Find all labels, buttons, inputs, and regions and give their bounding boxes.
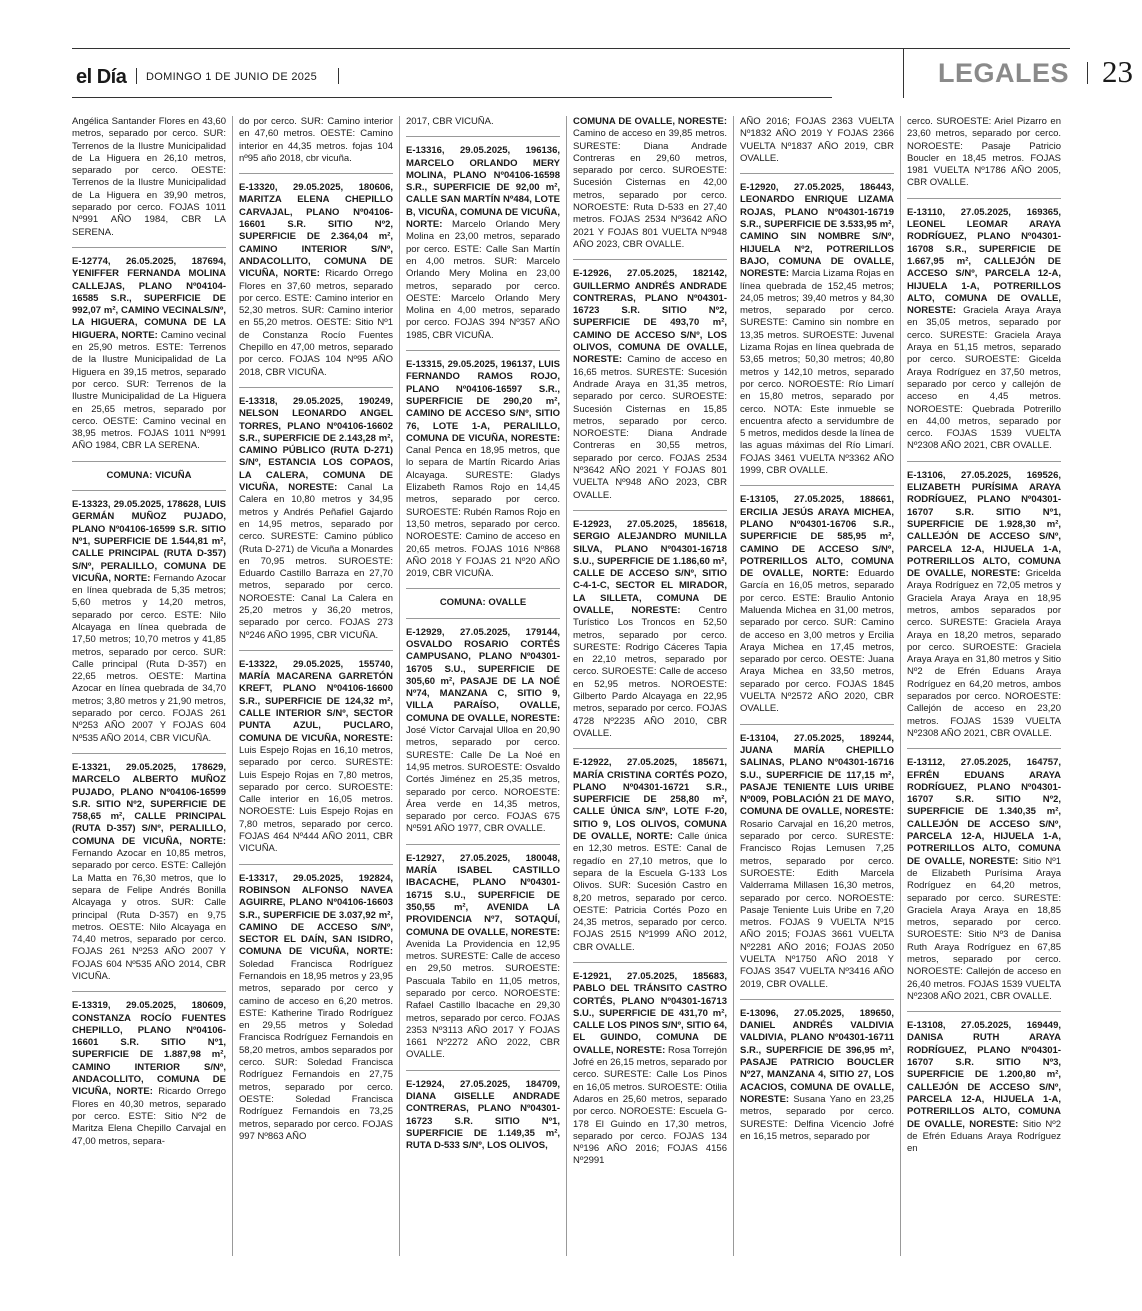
- legal-notice: [907, 470, 1061, 741]
- notice-body: Fernando Azocar en 10,85 metros, separado por cerco. ESTE: Callejón La Matta en 76,30 metros, que lo separa de Felipe Andrés Bonilla Alcayaga y otros. SUR: Calle principal (Ruta D-357) en 9,75 metros. OESTE: Nilo Alcayaga en 74,40 metros, separado por cerco. FOJAS 261 Nº253 AÑO 2007 Y FOJAS 604 Nº535 AÑO 2014, CBR VICUÑA.: [72, 848, 226, 982]
- notice-separator: [239, 173, 393, 174]
- column-rule: [399, 116, 400, 1256]
- notice-body: Marcia Lizama Rojas en línea quebrada de 152,45 metros; 24,05 metros; 39,40 metros y 84,30 metros, separado por cerco. SURESTE: Camino sin nombre en 13,35 metros. SUROESTE: Juvenal Lizama Rojas en línea quebrada de 53,65 metros; 50,30 metros; 40,80 metros y 142,10 metros, separado por cerco. NOROESTE: Río Limarí en 15,80 metros, separado por cerco. NOTA: Este inmueble se encuentra afecto a servidumbre de 5 metros, medidos desde la línea de las aguas máximas del Río Limarí. FOJAS 3461 VUELTA Nº3362 AÑO 1999, CBR OVALLE.: [740, 268, 894, 477]
- notice-body: Sitio Nº1 de Elizabeth Purísima Araya Rodríguez en 64,20 metros, separado por cerco. SURESTE: Graciela Araya Araya en 18,85 metros, separado por cerco. SUROESTE: Sitio Nº3 de Danisa Ruth Araya Rodríguez en 67,85 metros, separado por cerco. NOROESTE: Callejón de acceso en 26,40 metros. FOJAS 1539 VUELTA Nº2308 AÑO 2021, CBR OVALLE.: [907, 855, 1061, 1002]
- legal-notice: [907, 207, 1061, 453]
- notice-separator: [740, 173, 894, 174]
- notice-body: Gricelda Araya Rodríguez en 72,05 metros y Graciela Araya Araya en 18,95 metros, ambos separados por cerco. SURESTE: Graciela Araya Araya en 18,20 metros, separado por cerco. SUROESTE: Graciela Araya Araya en 31,80 metros y Sitio Nº2 de Efrén Eduans Araya Rodríguez en 64,20 metros, ambos separados por cerco. NOROESTE: Callejón de acceso en 23,20 metros. FOJAS 1539 VUELTA Nº2308 AÑO 2021, CBR OVALLE.: [907, 568, 1061, 739]
- legal-notice: [72, 116, 226, 239]
- notice-body: Avenida La Providencia en 12,95 metros. SURESTE: Calle de acceso en 29,50 metros. SUROESTE: Pascuala Tabilo en 11,05 metros, separado por cerco. NOROESTE: Rafael Castillo Ibacache en 29,30 metros, separado por cerco. FOJAS 2353 Nº3113 AÑO 2017 Y FOJAS 1661 Nº2272 AÑO 2022, CBR OVALLE.: [406, 938, 560, 1061]
- legal-notice: [406, 627, 560, 836]
- header-divider: [136, 68, 137, 84]
- legal-notice: [406, 359, 560, 580]
- notice-body: Camino de acceso en 39,85 metros. SURESTE: Diana Andrade Contreras en 29,60 metros, separado por cerco. SUROESTE: Sucesión Cisternas en 42,00 metros, separado por cerco. NOROESTE: Ruta D-533 en 27,40 metros. FOJAS 2534 Nº3642 AÑO 2021 Y FOJAS 801 VUELTA Nº948 AÑO 2023, CBR OVALLE.: [573, 128, 727, 250]
- legal-notice: [72, 499, 226, 745]
- notice-body: Marcelo Orlando Mery Molina en 23,00 metros, separado por cerco. ESTE: Calle San Martín en 4,00 metros. SUR: Marcelo Orlando Mery Molina en 23,00 metros, separado por cerco. OESTE: Marcelo Orlando Mery Molina en 4,00 metros, separado por cerco. FOJAS 394 Nº357 AÑO 1985, CBR VICUÑA.: [406, 219, 560, 341]
- notice-heading: E-12926, 27.05.2025, 182142, GUILLERMO ANDRÉS ANDRADE CONTRERAS, PLANO Nº04301-16723 S.R. SITIO Nº2, SUPERFICIE DE 493,70 m², CAMINO DE ACCESO S/Nº, LOS OLIVOS, COMUNA DE OVALLE, NORESTE:: [573, 268, 727, 366]
- legal-notices-columns: [72, 116, 1070, 1256]
- legal-notice: [907, 1020, 1061, 1155]
- notice-body: Soledad Francisca Rodríguez Fernandois en 18,95 metros y 23,95 metros, separado por cerco y camino de acceso en 6,20 metros. ESTE: Katherine Tirado Rodríguez en 29,55 metros y Soledad Francisca Rodríguez Fernandois en 58,20 metros, ambos separados por cerco. SUR: Soledad Francisca Rodríguez Fernandois en 27,75 metros, separado por cerco. OESTE: Soledad Francisca Rodríguez Fernandois en 73,25 metros, separado por cerco. FOJAS 997 Nº863 AÑO: [239, 958, 393, 1142]
- notice-heading: E-13108, 27.05.2025, 169449, DANISA RUTH ARAYA RODRÍGUEZ, PLANO Nº04301-16707 S.R. SITIO Nº3, SUPERFICIE DE 1.200,80 m², CALLEJÓN DE ACCESO S/Nº, PARCELA 12-A, HIJUELA 1-A, POTRERILLOS ALTO, COMUNA DE OVALLE, NORESTE:: [907, 1020, 1061, 1130]
- notice-body: Rosario Carvajal en 16,20 metros, separado por cerco. SURESTE: Francisco Rojas Lemusen 7,25 metros, separado por cerco. SUROESTE: Edith Marcela Valderrama Millasen 16,30 metros, separado por cerco. NOROESTE: Pasaje Teniente Luis Uribe en 7,20 metros. FOJAS 9 VUELTA Nº15 AÑO 2015; FOJAS 3661 VUELTA Nº2281 AÑO 2016; FOJAS 2050 VUELTA Nº1750 AÑO 2018 Y FOJAS 3547 VUELTA Nº3416 AÑO 2019, CBR OVALLE.: [740, 818, 894, 990]
- notice-separator: [239, 387, 393, 388]
- legal-notice: [573, 519, 727, 740]
- legal-notice: [239, 873, 393, 1144]
- column-rule: [566, 116, 567, 1256]
- legal-notice: [406, 116, 560, 128]
- notice-body: Rosa Torrejón Jofré en 26,15 metros, separado por cerco. SURESTE: Calle Los Pinos en 16,05 metros. SUROESTE: Otilia Adaros en 25,60 metros, separado por cerco. NOROESTE: Escuela G-178 El Guindo en 17,30 metros, separado por cerco. FOJAS 134 Nº196 AÑO 2016; FOJAS 4156 Nº2991: [573, 1044, 727, 1167]
- legal-notice: [239, 396, 393, 642]
- legal-notice: [740, 494, 894, 715]
- notice-body: Fernando Azocar en línea quebrada de 5,35 metros; 5,60 metros y 14,20 metros, separado por cerco. ESTE: Nilo Alcayaga en línea quebrada de 17,50 metros; 10,70 metros y 41,85 metros, separado por cerco. SUR: Calle principal (Ruta D-357) en 22,65 metros. OESTE: Martina Azocar en línea quebrada de 34,70 metros; 3,80 metros y 21,90 metros, separado por cerco. FOJAS 261 Nº253 AÑO 2007 Y FOJAS 604 Nº535 AÑO 2014, CBR VICUÑA.: [72, 572, 226, 744]
- notice-heading: E-12923, 27.05.2025, 185618, SERGIO ALEJANDRO MUNILLA SILVA, PLANO Nº04301-16718 S.U., SUPERFICIE DE 1.186,60 m², CALLE DE ACCESO S/Nº, SITIO C-4-1-C, SECTOR EL MIRADOR, LA SILLETA, COMUNA DE OVALLE, NORESTE:: [573, 518, 727, 616]
- newspaper-logo: el Día: [76, 66, 127, 88]
- legal-notice: [72, 762, 226, 983]
- notice-separator: [573, 962, 727, 963]
- legal-notice: [907, 757, 1061, 1003]
- notice-separator: [907, 198, 1061, 199]
- notice-heading: E-13096, 27.05.2025, 189650, DANIEL ANDRÉS VALDIVIA VALDIVIA, PLANO Nº04301-16711 S.R., SUPERFICIE DE 396,95 m², PASAJE PATRICIO BOUCLER Nº27, MANZANA 4, SITIO 27, LOS ACACIOS, COMUNA DE OVALLE, NORESTE:: [740, 1007, 894, 1105]
- notice-separator: [740, 999, 894, 1000]
- legal-notice: [573, 757, 727, 954]
- notice-separator: [72, 753, 226, 754]
- header-section-divider: [903, 48, 904, 98]
- notice-body: do por cerco. SUR: Camino interior en 47,60 metros. OESTE: Camino interior en 44,35 metros. fojas 104 nº95 año 2018, cbr vicuña.: [239, 116, 393, 164]
- notice-body: Calle única en 12,30 metros. ESTE: Canal de regadío en 27,10 metros, que lo separa de la Escuela G-133 Los Olivos. SUR: Sucesión Castro en 8,20 metros, separado por cerco. OESTE: Patricia Cortés Pozo en 24,35 metros, separado por cerco. FOJAS 2515 Nº1999 AÑO 2012, CBR OVALLE.: [573, 831, 727, 953]
- notice-heading: E-13316, 29.05.2025, 196136, MARCELO ORLANDO MERY MOLINA, PLANO Nº04106-16598 S.R., SUPERFICIE DE 92,00 m², CALLE SAN MARTÍN Nº484, LOTE B, VICUÑA, COMUNA DE VICUÑA, NORTE:: [406, 145, 560, 231]
- notice-body: Ricardo Orrego Flores en 37,60 metros, separado por cerco. ESTE: Camino interior en 52,30 metros. SUR: Camino interior en 55,20 metros. OESTE: Sitio Nº1 de Constanza Rocío Fuentes Chepillo en 47,00 metros, separado por cerco. FOJAS 104 Nº95 AÑO 2018, CBR VICUÑA.: [239, 268, 393, 378]
- notice-heading: E-12924, 27.05.2025, 184709, DIANA GISELLE ANDRADE CONTRERAS, PLANO Nº04301-16723 S.R. SITIO Nº1, SUPERFICIE DE 1.149,35 m², RUTA D-533 S/Nº, LOS OLIVOS,: [406, 1078, 560, 1152]
- notice-body: Ricardo Orrego Flores en 40,30 metros, separado por cerco. ESTE: Sitio Nº2 de Maritza Elena Chepillo Carvajal en 47,00 metros, separa-: [72, 1086, 226, 1147]
- notice-separator: [907, 1011, 1061, 1012]
- notice-heading: E-13318, 29.05.2025, 190249, NELSON LEONARDO ANGEL TORRES, PLANO Nº04106-16602 S.R., SUPERFICIE DE 2.143,28 m², CAMINO PÚBLICO (RUTA D-271) S/Nº, ESTANCIA LOS COPAOS, LA CALERA, COMUNA DE VICUÑA, NORESTE:: [239, 395, 393, 494]
- notice-body: Camino de acceso en 16,65 metros. SURESTE: Sucesión Andrade Araya en 31,35 metros, separado por cerco. SUROESTE: Sucesión Cisternas en 15,85 metros, separado por cerco. NOROESTE: Diana Andrade Contreras en 30,55 metros, separado por cerco. FOJAS 2534 Nº3642 AÑO 2021 Y FOJAS 801 VUELTA Nº948 AÑO 2023, CBR OVALLE.: [573, 354, 727, 501]
- notice-separator: [573, 748, 727, 749]
- legal-notice: [573, 116, 727, 251]
- comuna-heading: COMUNA: VICUÑA: [106, 469, 192, 481]
- legal-notice: [72, 1000, 226, 1148]
- header-divider: [1087, 62, 1088, 84]
- notice-body: Canal La Calera en 10,80 metros y 34,95 metros y Andrés Peñafiel Gajardo en 14,95 metros, separado por cerco. SURESTE: Camino público (Ruta D-271) de Vicuña a Monardes en 70,95 metros. SUROESTE: Eduardo Castillo Barraza en 27,70 metros, separado por cerco. NOROESTE: Canal La Calera en 25,20 metros y 36,20 metros, separado por cerco. FOJAS 273 Nº246 AÑO 1995, CBR VICUÑA.: [239, 482, 393, 641]
- notice-body: Angélica Santander Flores en 43,60 metros, separado por cerco. SUR: Terrenos de la Ilustre Municipalidad de La Higuera en 26,10 metros, separado por cerco. OESTE: Terrenos de la Ilustre Municipalidad de La Higuera en 39,90 metros, separado por cerco. FOJAS 1011 Nº991 AÑO 1984, CBR LA SERENA.: [72, 116, 226, 238]
- notice-body: Graciela Araya Araya en 35,05 metros, separado por cerco. SURESTE: Graciela Araya Araya en 51,15 metros, separado por cerco. SUROESTE: Gicelda Araya Rodríguez en 37,50 metros, separado por cerco y callejón de acceso en 4,45 metros. NOROESTE: Quebrada Potrerillo en 44,00 metros, separado por cerco. FOJAS 1539 VUELTA Nº2308 AÑO 2021, CBR OVALLE.: [907, 305, 1061, 452]
- legal-notice: [72, 256, 226, 453]
- notice-heading: E-12929, 27.05.2025, 179144, OSVALDO ROSARIO CORTÉS CAMPUSANO, PLANO Nº04301-16705 S.U., SUPERFICIE DE 305,60 m², PASAJE DE LA NOÉ Nº74, MANZANA C, SITIO 9, VILLA PARAÍSO, OVALLE, COMUNA DE OVALLE, NORESTE:: [406, 626, 560, 724]
- legal-notice: [239, 116, 393, 165]
- notice-separator: [406, 844, 560, 845]
- notice-separator: [239, 650, 393, 651]
- issue-date: DOMINGO 1 DE JUNIO DE 2025: [146, 71, 318, 83]
- legal-notice: [573, 971, 727, 1168]
- notice-separator: [406, 588, 560, 589]
- notice-heading: E-12927, 27.05.2025, 180048, MARÍA ISABEL CASTILLO IBACACHE, PLANO Nº04301-16715 S.U., SUPERFICIE DE 350,55 m², AVENIDA LA PROVIDENCIA Nº7, SOTAQUÍ, COMUNA DE OVALLE, NORESTE:: [406, 852, 560, 938]
- legal-notice: [239, 659, 393, 856]
- notice-separator: [72, 991, 226, 992]
- header-divider: [338, 68, 339, 84]
- notice-heading: E-13105, 27.05.2025, 188661, ERCILIA JESÚS ARAYA MICHEA, PLANO Nº04301-16706 S.R., SUPERFICIE DE 585,95 m², CAMINO DE ACCESO S/Nº, POTRERILLOS ALTO, COMUNA DE OVALLE, NORTE:: [740, 494, 894, 580]
- header-bottom-rule: [72, 97, 832, 98]
- column-1: [72, 116, 226, 1256]
- notice-separator: [239, 864, 393, 865]
- notice-separator: [907, 461, 1061, 462]
- notice-body: Camino vecinal en 25,90 metros. ESTE: Terrenos de la Ilustre Municipalidad de La Higuera en 39,15 metros, separado por cerco. SUR: Terrenos de la Ilustre Municipalidad de La Higuera en 25,65 metros, separado por cerco. OESTE: Camino vecinal en 38,95 metros. FOJAS 1011 Nº991 AÑO 1984, CBR LA SERENA.: [72, 329, 226, 452]
- notice-body: 2017, CBR VICUÑA.: [406, 116, 494, 127]
- notice-heading: E-13110, 27.05.2025, 169365, LEONEL LEOMAR ARAYA RODRÍGUEZ, PLANO Nº04301-16708 S.R., SUPERFICIE DE 1.667,95 m², CALLEJÓN DE ACCESO S/Nº, PARCELA 12-A, HIJUELA 1-A, POTRERILLOS ALTO, COMUNA DE OVALLE, NORESTE:: [907, 206, 1061, 317]
- notice-heading: E-12920, 27.05.2025, 186443, LEONARDO ENRIQUE LIZAMA ROJAS, PLANO Nº04301-16719 S.R., SUPERFICIE DE 3.533,95 m², CAMINO SIN NOMBRE S/Nº, HIJUELA Nº2, POTRERILLOS BAJO, COMUNA DE OVALLE, NORESTE:: [740, 182, 894, 280]
- notice-heading: E-13317, 29.05.2025, 192824, ROBINSON ALFONSO NAVEA AGUIRRE, PLANO Nº04106-16603 S.R., SUPERFICIE DE 3.037,92 m², CAMINO DE ACCESO S/Nº, SECTOR EL DAÍN, SAN ISIDRO, COMUNA DE VICUÑA, NORTE:: [239, 872, 393, 958]
- notice-body: cerco. SUROESTE: Ariel Pizarro en 23,60 metros, separado por cerco. NOROESTE: Pasaje Patricio Boucler en 18,45 metros. FOJAS 1981 VUELTA Nº1786 AÑO 2005, CBR OVALLE.: [907, 116, 1061, 189]
- notice-body: Eduardo García en 16,05 metros, separado por cerco. ESTE: Braulio Antonio Maluenda Michea en 31,00 metros, separado por cerco. SUR: Camino de acceso en 3,00 metros y Ercilia Araya Michea en 17,45 metros, separado por cerco. OESTE: Juana Araya Michea en 33,50 metros, separado por cerco. FOJAS 1845 VUELTA Nº2572 AÑO 2020, CBR OVALLE.: [740, 568, 894, 715]
- notice-separator: [406, 350, 560, 351]
- page-header: [72, 48, 1133, 100]
- notice-separator: [573, 510, 727, 511]
- legal-notice: [740, 182, 894, 477]
- notice-heading: E-13106, 27.05.2025, 169526, ELIZABETH PURÍSIMA ARAYA RODRÍGUEZ, PLANO Nº04301-16707 S.R. SITIO Nº1, SUPERFICIE DE 1.928,30 m², CALLEJÓN DE ACCESO S/Nº, PARCELA 12-A, HIJUELA 1-A, POTRERILLOS ALTO, COMUNA DE OVALLE, NORESTE:: [907, 469, 1061, 580]
- notice-heading: E-13323, 29.05.2025, 178628, LUIS GERMÁN MUÑOZ PUJADO, PLANO Nº04106-16599 S.R. SITIO Nº1, SUPERFICIE DE 1.544,81 m², CALLE PRINCIPAL (RUTA D-357) S/Nº, PERALILLO, COMUNA DE VICUÑA, NORTE:: [72, 499, 226, 584]
- notice-separator: [72, 461, 226, 462]
- notice-heading: E-12921, 27.05.2025, 185683, PABLO DEL TRÁNSITO CASTRO CORTÉS, PLANO Nº04301-16713 S.U., SUPERFICIE DE 431,70 m², CALLE LOS PINOS S/Nº, SITIO 64, EL GUINDO, COMUNA DE OVALLE, NORESTE:: [573, 971, 727, 1056]
- column-rule: [733, 116, 734, 1256]
- notice-heading: E-12922, 27.05.2025, 185671, MARÍA CRISTINA CORTÉS POZO, PLANO Nº04301-16721 S.R., SUPERFICIE DE 258,80 m², CALLE ÚNICA S/Nº, LOTE F-20, SITIO 9, LOS OLIVOS, COMUNA DE OVALLE, NORTE:: [573, 757, 727, 843]
- notice-heading: E-13322, 29.05.2025, 155740, MARÍA MACARENA GARRETÓN KREFT, PLANO Nº04106-16600 S.R., SUPERFICIE DE 124,32 m², CALLE INTERIOR S/Nº, SECTOR PUNTA AZUL, PUCLARO, COMUNA DE VICUÑA, NORESTE:: [239, 658, 393, 744]
- column-5: [740, 116, 894, 1256]
- legal-notice: [740, 1008, 894, 1143]
- column-rule: [232, 116, 233, 1256]
- legal-notice: [406, 145, 560, 342]
- legal-notice: [907, 116, 1061, 190]
- column-6: [907, 116, 1061, 1256]
- notice-separator: [72, 490, 226, 491]
- notice-heading: E-13320, 29.05.2025, 180606, MARITZA ELENA CHEPILLO CARVAJAL, PLANO Nº04106-16601 S.R. SITIO Nº2, SUPERFICIE DE 2.364,04 m², CAMINO INTERIOR S/Nº, ANDACOLLITO, COMUNA DE VICUÑA, NORTE:: [239, 182, 393, 280]
- notice-heading: E-13104, 27.05.2025, 189244, JUANA MARÍA CHEPILLO SALINAS, PLANO Nº04301-16716 S.U., SUPERFICIE DE 117,15 m², PASAJE TENIENTE LUIS URIBE Nº009, POBLACIÓN 21 DE MAYO, COMUNA DE OVALLE, NORESTE:: [740, 732, 894, 818]
- notice-heading: E-13321, 29.05.2025, 178629, MARCELO ALBERTO MUÑOZ PUJADO, PLANO Nº04106-16599 S.R. SITIO Nº2, SUPERFICIE DE 758,65 m², CALLE PRINCIPAL (RUTA D-357) S/Nº, PERALILLO, COMUNA DE VICUÑA, NORTE:: [72, 761, 226, 847]
- legal-notice: [239, 182, 393, 379]
- legal-notice: [573, 268, 727, 502]
- notice-separator: [406, 136, 560, 137]
- notice-separator: [740, 485, 894, 486]
- notice-body: Sitio Nº2 de Efrén Eduans Araya Rodríguez en: [907, 1118, 1061, 1155]
- section-title: LEGALES: [938, 58, 1070, 88]
- legal-notice: [740, 116, 894, 165]
- column-2: [239, 116, 393, 1256]
- notice-body: José Víctor Carvajal Ulloa en 20,90 metros, separado por cerco. SURESTE: Calle De La Noé en 14,95 metros. SUROESTE: Osvaldo Cortés Jiménez en 25,35 metros, separado por cerco. NOROESTE: Área verde en 14,35 metros, separado por cerco. FOJAS 675 Nº591 AÑO 1977, CBR OVALLE.: [406, 725, 560, 835]
- notice-heading: E-13319, 29.05.2025, 180609, CONSTANZA ROCÍO FUENTES CHEPILLO, PLANO Nº04106-16601 S.R. SITIO Nº1, SUPERFICIE DE 1.887,98 m², CAMINO INTERIOR S/Nº, ANDACOLLITO, COMUNA DE VICUÑA, NORTE:: [72, 1000, 226, 1098]
- column-rule: [900, 116, 901, 1256]
- notice-heading: COMUNA DE OVALLE, NORESTE:: [573, 116, 727, 127]
- notice-separator: [740, 724, 894, 725]
- page-number: 23: [1102, 54, 1133, 89]
- notice-body: Centro Turístico Los Troncos en 52,50 metros, separado por cerco. SURESTE: Rodrigo Cáceres Tapia en 22,10 metros, separado por cerco. SUROESTE: Calle de acceso en 52,95 metros. NOROESTE: Gilberto Pardo Alcayaga en 22,95 metros, separado por cerco. FOJAS 4728 Nº2235 AÑO 2010, CBR OVALLE.: [573, 604, 727, 739]
- notice-separator: [573, 259, 727, 260]
- notice-separator: [72, 247, 226, 248]
- notice-separator: [406, 1070, 560, 1071]
- header-top-rule: [72, 48, 1070, 49]
- notice-body: Susana Yano en 23,25 metros, separado por cerco. SURESTE: Delfina Vicencio Jofré en 16,15 metros, separado por: [740, 1093, 894, 1142]
- column-3: [406, 116, 560, 1256]
- notice-body: AÑO 2016; FOJAS 2363 VUELTA Nº1832 AÑO 2019 Y FOJAS 2366 VUELTA Nº1837 AÑO 2019, CBR OVALLE.: [740, 116, 894, 164]
- comuna-heading: COMUNA: OVALLE: [439, 597, 527, 609]
- notice-body: Luis Espejo Rojas en 16,10 metros, separado por cerco. SURESTE: Luis Espejo Rojas en 7,80 metros, separado por cerco. SUROESTE: Calle interior en 16,05 metros. NOROESTE: Luis Espejo Rojas en 7,80 metros, separado por cerco. FOJAS 464 Nº444 AÑO 2011, CBR VICUÑA.: [239, 744, 393, 855]
- notice-heading: E-13315, 29.05.2025, 196137, LUIS FERNANDO RAMOS ROJO, PLANO Nº04106-16597 S.R., SUPERFICIE DE 290,20 m², CAMINO DE ACCESO S/Nº, SITIO 76, LOTE 1-A, PERALILLO, COMUNA DE VICUÑA, NORESTE:: [406, 359, 560, 444]
- legal-notice: [740, 733, 894, 991]
- column-4: [573, 116, 727, 1256]
- notice-heading: E-12774, 26.05.2025, 187694, YENIFFER FERNANDA MOLINA CALLEJAS, PLANO Nº04104-16585 S.R., SUPERFICIE DE 992,07 m², CAMINO VECINALS/Nº, LA HIGUERA, COMUNA DE LA HIGUERA, NORTE:: [72, 255, 226, 341]
- notice-separator: [406, 618, 560, 619]
- notice-body: Canal Penca en 18,95 metros, que lo separa de Martín Ricardo Arias Alcayaga. SURESTE: Gladys Elizabeth Ramos Rojo en 14,45 metros, separado por cerco. SUROESTE: Rubén Ramos Rojo en 13,50 metros, separado por cerco. NOROESTE: Camino de acceso en 20,65 metros. FOJAS 1016 Nº868 AÑO 2018 Y FOJAS 21 Nº20 AÑO 2019, CBR VICUÑA.: [406, 445, 560, 580]
- legal-notice: [406, 853, 560, 1062]
- notice-separator: [907, 748, 1061, 749]
- legal-notice: [406, 1079, 560, 1153]
- notice-heading: E-13112, 27.05.2025, 164757, EFRÉN EDUANS ARAYA RODRÍGUEZ, PLANO Nº04301-16707 S.R. SITIO Nº2, SUPERFICIE DE 1.340,35 m², CALLEJÓN DE ACCESO S/Nº, PARCELA 12-A, HIJUELA 1-A, POTRERILLOS ALTO, COMUNA DE OVALLE, NORESTE:: [907, 757, 1061, 867]
